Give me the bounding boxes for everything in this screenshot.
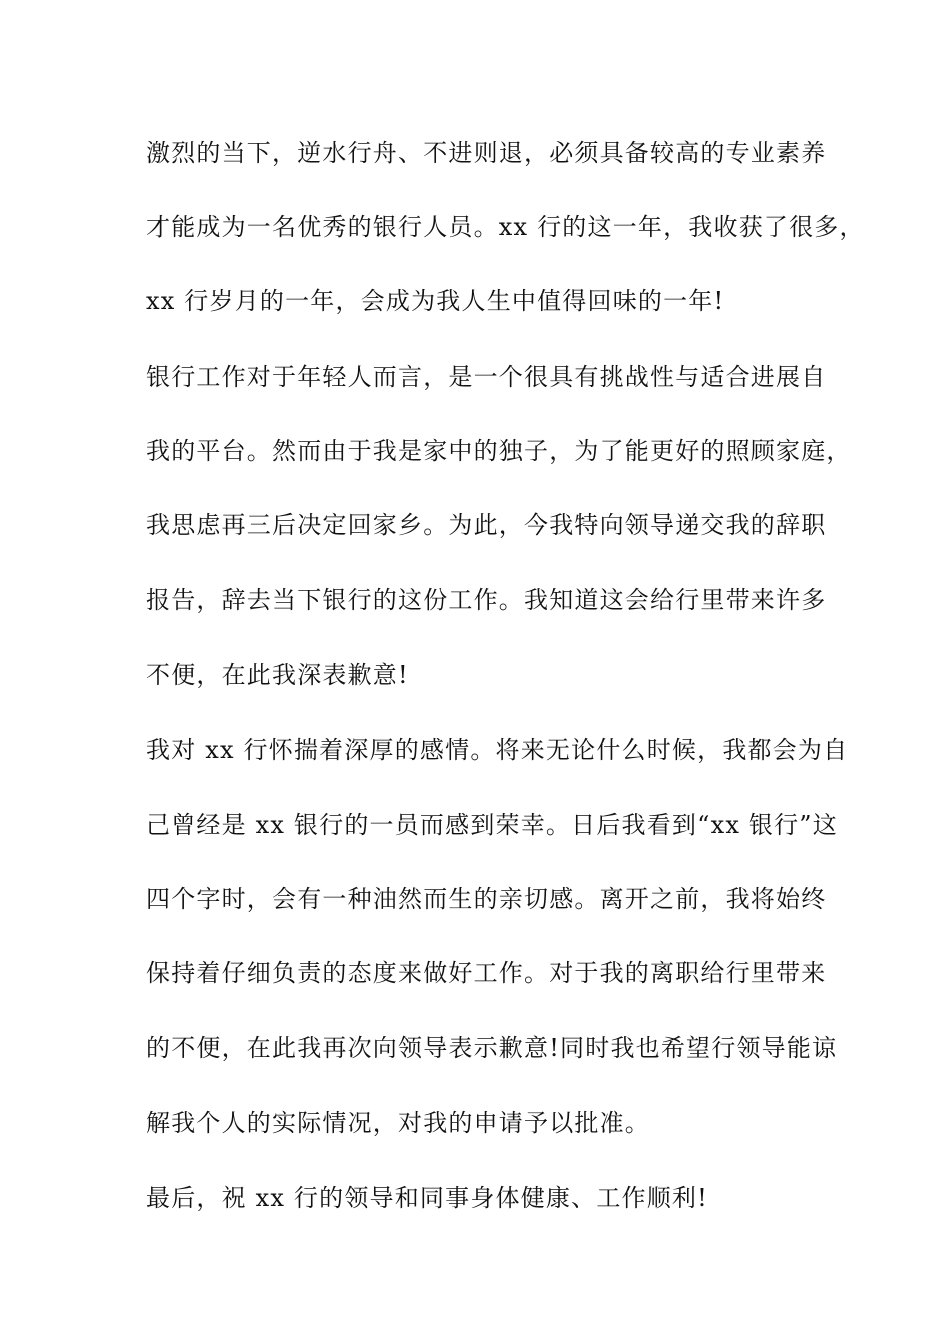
text-line: 我思虑再三后决定回家乡。为此，今我特向领导递交我的辞职 <box>146 511 827 539</box>
text-line: 的不便，在此我再次向领导表示歉意!同时我也希望行领导能谅 <box>146 1034 838 1062</box>
text-line: 不便，在此我深表歉意! <box>146 661 409 689</box>
text-line: 保持着仔细负责的态度来做好工作。对于我的离职给行里带来 <box>146 959 827 987</box>
text-line: 最后，祝 xx 行的领导和同事身体健康、工作顺利! <box>146 1184 708 1212</box>
text-line: 激烈的当下，逆水行舟、不进则退，必须具备较高的专业素养 <box>146 139 827 167</box>
text-line: 才能成为一名优秀的银行人员。xx 行的这一年，我收获了很多， <box>146 213 865 241</box>
text-line: 我的平台。然而由于我是家中的独子，为了能更好的照顾家庭， <box>146 437 852 465</box>
text-line: 四个字时，会有一种油然而生的亲切感。离开之前，我将始终 <box>146 885 827 913</box>
text-line: 报告，辞去当下银行的这份工作。我知道这会给行里带来许多 <box>146 586 827 614</box>
text-line: 解我个人的实际情况，对我的申请予以批准。 <box>146 1109 650 1137</box>
text-line: 银行工作对于年轻人而言，是一个很具有挑战性与适合进展自 <box>146 363 827 391</box>
text-line: 我对 xx 行怀揣着深厚的感情。将来无论什么时候，我都会为自 <box>146 736 849 764</box>
text-line: 己曾经是 xx 银行的一员而感到荣幸。日后我看到“xx 银行”这 <box>146 811 838 839</box>
text-line: xx 行岁月的一年，会成为我人生中值得回味的一年! <box>146 287 725 315</box>
